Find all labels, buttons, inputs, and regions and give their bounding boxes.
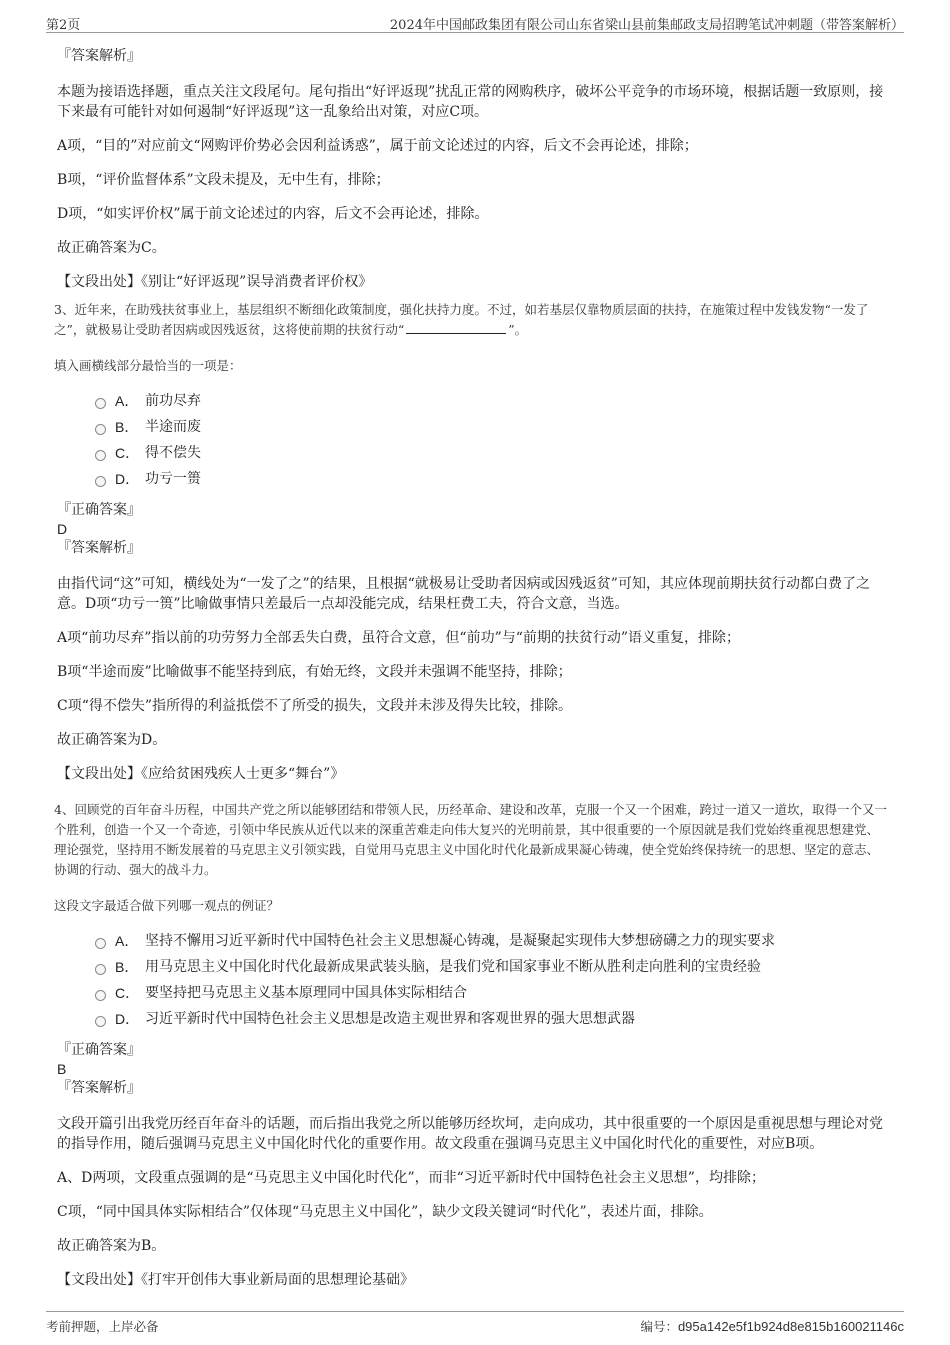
question-3-instruction: 填入画横线部分最恰当的一项是：: [54, 358, 242, 373]
analysis-conclusion: 故正确答案为C。: [57, 240, 166, 256]
analysis-label: 『答案解析』: [57, 1080, 141, 1096]
analysis-label: 『答案解析』: [57, 540, 141, 556]
option-d[interactable]: D． 习近平新时代中国特色社会主义思想是改造主观世界和客观世界的强大思想武器: [95, 1006, 887, 1032]
footer-slogan: 考前押题，上岸必备: [46, 1319, 159, 1334]
question-4-stem: 4、回顾党的百年奋斗历程，中国共产党之所以能够团结和带领人民，历经革命、建设和改革，克服一个又一个困难，跨过一道又一道坎，取得一个又一个胜利，创造一个又一个奇迹，引领中华民族从近代以来的深重苦难走向伟大复兴的光明前景，其中很重要的一个原因就是我们党始终重视思想建党、理论强党，坚持用不断发展着的马克思主义引领实践，自觉用马克思主义中国化时代化最新成果凝心铸魂，使全党始终保持统一的思想、坚定的意志、协调的行动、强大的战斗力。: [54, 802, 887, 877]
option-c[interactable]: C． 得不偿失: [95, 440, 887, 466]
analysis-option-a: A项“前功尽弃”指以前的功劳努力全部丢失白费，虽符合文意，但“前功”与“前期的扶贫行动”语义重复，排除；: [57, 630, 741, 646]
analysis-paragraph: 本题为接语选择题，重点关注文段尾句。尾句指出“好评返现”扰乱正常的网购秩序，破坏公平竞争的市场环境，根据话题一致原则，接下来最有可能针对如何遏制“好评返现”这一乱象给出对策，对应C项。: [57, 84, 884, 120]
option-b[interactable]: B． 用马克思主义中国化时代化最新成果武装头脑，是我们党和国家事业不断从胜利走向胜利的宝贵经验: [95, 954, 887, 980]
analysis-option-b: B项“半途而废”比喻做事不能坚持到底，有始无终，文段并未强调不能坚持，排除；: [57, 664, 572, 680]
correct-answer-label: 『正确答案』: [57, 1042, 141, 1058]
page-header: [46, 12, 904, 33]
source-citation: 【文段出处】《打牢开创伟大事业新局面的思想理论基础》: [57, 1272, 414, 1288]
correct-answer: B: [57, 1061, 67, 1077]
option-b[interactable]: B． 半途而废: [95, 414, 887, 440]
radio-icon[interactable]: [95, 964, 106, 975]
radio-icon[interactable]: [95, 398, 106, 409]
option-a[interactable]: A． 前功尽弃: [95, 388, 887, 414]
analysis-option-d: D项，“如实评价权”属于前文论述过的内容，后文不会再论述，排除。: [57, 206, 489, 222]
analysis-conclusion: 故正确答案为D。: [57, 732, 167, 748]
question-3-options: [95, 388, 887, 492]
radio-icon[interactable]: [95, 424, 106, 435]
fill-blank: [406, 320, 506, 334]
correct-answer-label: 『正确答案』: [57, 502, 141, 518]
radio-icon[interactable]: [95, 476, 106, 487]
option-d[interactable]: D． 功亏一篑: [95, 466, 887, 492]
analysis-option-b: B项，“评价监督体系”文段未提及，无中生有，排除；: [57, 172, 390, 188]
question-4-options: [95, 928, 887, 1032]
analysis-option-ad: A、D两项，文段重点强调的是“马克思主义中国化时代化”，而非“习近平新时代中国特色社会主义思想”，均排除；: [57, 1170, 765, 1186]
document-title: 2024年中国邮政集团有限公司山东省梁山县前集邮政支局招聘笔试冲刺题（带答案解析）: [389, 18, 904, 33]
correct-answer: D: [57, 521, 68, 537]
document-code: 编号：d95a142e5f1b924d8e815b160021146c: [640, 1319, 904, 1334]
option-a[interactable]: A． 坚持不懈用习近平新时代中国特色社会主义思想凝心铸魂，是凝聚起实现伟大梦想磅礴之力的现实要求: [95, 928, 887, 954]
analysis-paragraph: 文段开篇引出我党历经百年奋斗的话题，而后指出我党之所以能够历经坎坷，走向成功，其中很重要的一个原因是重视思想与理论对党的指导作用，随后强调马克思主义中国化时代化的重要作用。故文段重在强调马克思主义中国化时代化的重要性，对应B项。: [57, 1116, 883, 1152]
analysis-label: 『答案解析』: [57, 48, 141, 64]
page-footer: [46, 1311, 904, 1334]
analysis-option-c: C项“得不偿失”指所得的利益抵偿不了所受的损失，文段并未涉及得失比较，排除。: [57, 698, 573, 714]
analysis-option-c: C项，“同中国具体实际相结合”仅体现“马克思主义中国化”，缺少文段关键词“时代化”，表述片面，排除。: [57, 1204, 713, 1220]
analysis-conclusion: 故正确答案为B。: [57, 1238, 166, 1254]
question-3-stem: 3、近年来，在助残扶贫事业上，基层组织不断细化政策制度，强化扶持力度。不过，如若基层仅靠物质层面的扶持，在施策过程中发钱发物“一发了之”，就极易让受助者因病或因残返贫，这将使前期的扶贫行动“ ”。: [54, 302, 869, 337]
page-number: 第2页: [46, 18, 81, 33]
page-content: [54, 46, 887, 1290]
source-citation: 【文段出处】《应给贫困残疾人士更多“舞台”》: [57, 766, 345, 782]
radio-icon[interactable]: [95, 1016, 106, 1027]
radio-icon[interactable]: [95, 450, 106, 461]
analysis-paragraph: 由指代词“这”可知，横线处为“一发了之”的结果，且根据“就极易让受助者因病或因残返贫”可知，其应体现前期扶贫行动都白费了之意。D项“功亏一篑”比喻做事情只差最后一点却没能完成，结果枉费工夫，符合文意，当选。: [57, 576, 870, 612]
option-c[interactable]: C． 要坚持把马克思主义基本原理同中国具体实际相结合: [95, 980, 887, 1006]
radio-icon[interactable]: [95, 938, 106, 949]
source-citation: 【文段出处】《别让“好评返现”误导消费者评价权》: [57, 274, 373, 290]
question-4-instruction: 这段文字最适合做下列哪一观点的例证？: [54, 898, 280, 913]
analysis-option-a: A项，“目的”对应前文“网购评价势必会因利益诱惑”，属于前文论述过的内容，后文不会再论述，排除；: [57, 138, 698, 154]
radio-icon[interactable]: [95, 990, 106, 1001]
